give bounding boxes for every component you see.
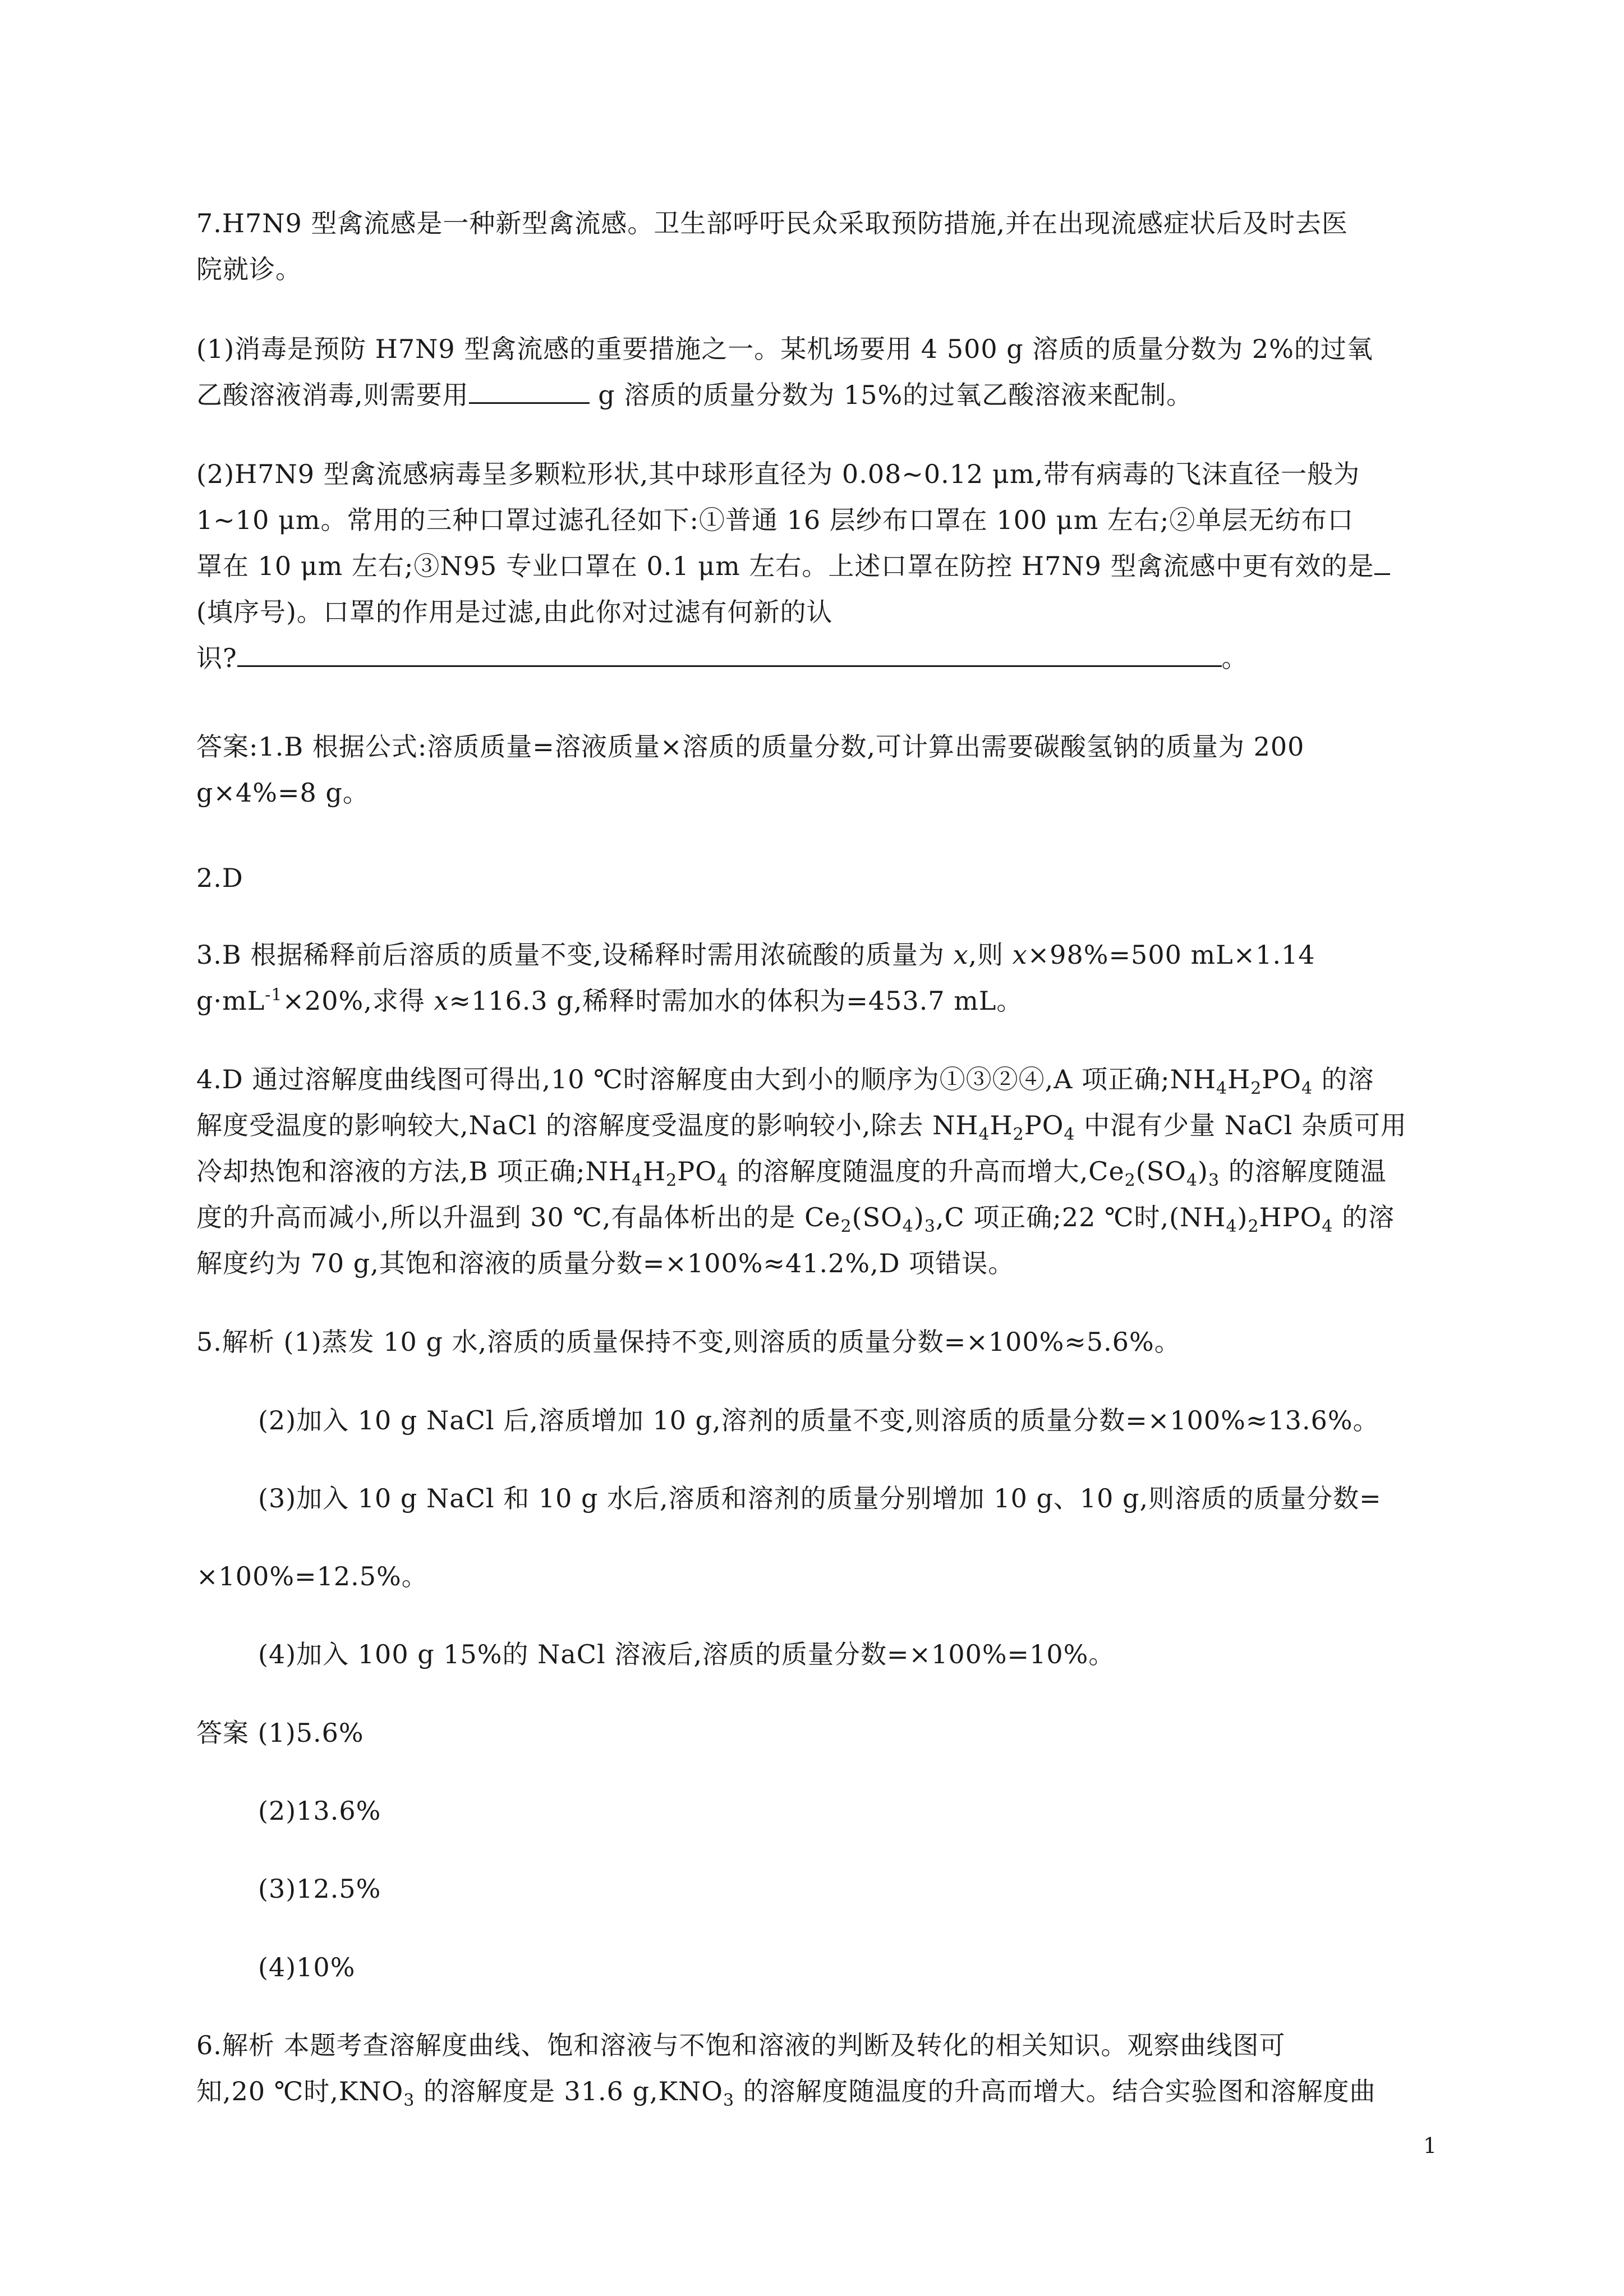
answer-6-line-2: 知,20 ℃时$,KNO_3$ 的溶解度是 31.6 $g,KNO_3$ 的溶解度随温度的升高而增大。结合实验图和溶解度曲	[196, 2076, 1376, 2111]
answer-3-line-1: 3.B 根据稀释前后溶质的质量不变,设稀释时需用浓硫酸的质量为 x,则 x×98%=500 mL×1.14	[196, 940, 1315, 970]
q7-number: 7.	[196, 208, 222, 238]
answer-blank	[237, 643, 1222, 667]
answer-5-line-5: (4)加入 100 g 15%的 NaCl 溶液后,溶质的质量分数=×100%=10%。	[258, 1639, 1115, 1669]
q7-part2-line-3: 罩在 10 μm 左右;③N95 专业口罩在 0.1 μm 左右。上述口罩在防控 H7N9 型禽流感中更有效的是	[196, 549, 1390, 583]
q7-part1-line-2: 乙酸溶液消毒,则需要用 g 溶质的质量分数为 15%的过氧乙酸溶液来配制。	[196, 380, 1193, 410]
answer-1-line-2: g×4%=8 g。	[196, 777, 369, 808]
answer-5-line-3: (3)加入 10 g NaCl 和 10 g 水后,溶质和溶剂的质量分别增加 10 g、10 g,则溶质的质量分数=	[258, 1483, 1382, 1513]
answer-6-line-1: 6.解析 本题考查溶解度曲线、饱和溶液与不饱和溶液的判断及转化的相关知识。观察曲线图可	[196, 2030, 1286, 2060]
q7-part2-line-4: (填序号)。口罩的作用是过滤,由此你对过滤有何新的认	[196, 597, 833, 627]
q7-part1-line-1: (1)消毒是预防 H7N9 型禽流感的重要措施之一。某机场要用 4 500 g 溶质的质量分数为 2%的过氧	[196, 334, 1373, 364]
answer-4-line-5: 解度约为 70 g,其饱和溶液的质量分数=×100%≈41.2%,D 项错误。	[196, 1248, 1015, 1278]
answer-1-line-1: 答案:1.B 根据公式:溶质质量=溶液质量×溶质的质量分数,可计算出需要碳酸氢钠的质量为 200	[196, 731, 1305, 762]
answer-5-line-1: 5.解析 (1)蒸发 10 g 水,溶质的质量保持不变,则溶质的质量分数=×100%≈5.6%。	[196, 1327, 1181, 1357]
answer-5-result-4: (4)10%	[258, 1952, 356, 1982]
answer-2: 2.D	[196, 863, 243, 893]
q7-part2-line-2: 1~10 μm。常用的三种口罩过滤孔径如下:①普通 16 层纱布口罩在 100 μm 左右;②单层无纺布口	[196, 505, 1354, 535]
answer-5-result-2: (2)13.6%	[258, 1796, 381, 1826]
q7-intro-line-1: 7.H7N9 型禽流感是一种新型禽流感。卫生部呼吁民众采取预防措施,并在出现流感症状后及时去医	[196, 208, 1349, 238]
answer-5-line-2: (2)加入 10 g NaCl 后,溶质增加 10 g,溶剂的质量不变,则溶质的质量分数=×100%≈13.6%。	[258, 1405, 1379, 1435]
q7-part2-line-1: (2)H7N9 型禽流感病毒呈多颗粒形状,其中球形直径为 0.08~0.12 μm,带有病毒的飞沫直径一般为	[196, 459, 1360, 489]
answer-5-result-3: (3)12.5%	[258, 1874, 381, 1904]
page-number: 1	[1423, 2133, 1437, 2158]
q7-intro-line-2: 院就诊。	[196, 254, 302, 284]
answer-4-line-3: 冷却热饱和溶液的方法,B 项正确$;NH_4H_2PO_4$ 的溶解度随温度的升高而增大$,Ce_2(SO_4)_3$ 的溶解度随温	[196, 1156, 1387, 1191]
q7-part2-line-5: 识? 。	[196, 643, 1248, 673]
answer-5-line-4: ×100%=12.5%。	[196, 1561, 428, 1591]
answer-blank	[1374, 551, 1390, 575]
answer-3-line-2: $g\cdot mL^{-1}\times 20\%$,求得 x≈116.3 g,稀释时需加水的体积为=453.7 mL。	[196, 985, 1023, 1016]
answer-4-line-1: 4.D 通过溶解度曲线图可得出,10 ℃时溶解度由大到小的顺序为①③②④,A 项正确$;NH_4H_2PO_4$ 的溶	[196, 1064, 1374, 1099]
answer-4-line-4: 度的升高而减小,所以升温到 30 ℃,有晶体析出的是 $Ce_2(SO_4)_3,C$ 项正确;22 ℃时$,(NH_4)_2HPO_4$ 的溶	[196, 1202, 1395, 1237]
answer-blank	[469, 380, 590, 404]
answer-5-result-1: 答案 (1)5.6%	[196, 1718, 364, 1748]
answer-4-line-2: 解度受温度的影响较大,NaCl 的溶解度受温度的影响较小,除去 $NH_4H_2PO_4$ 中混有少量 NaCl 杂质可用	[196, 1110, 1407, 1145]
